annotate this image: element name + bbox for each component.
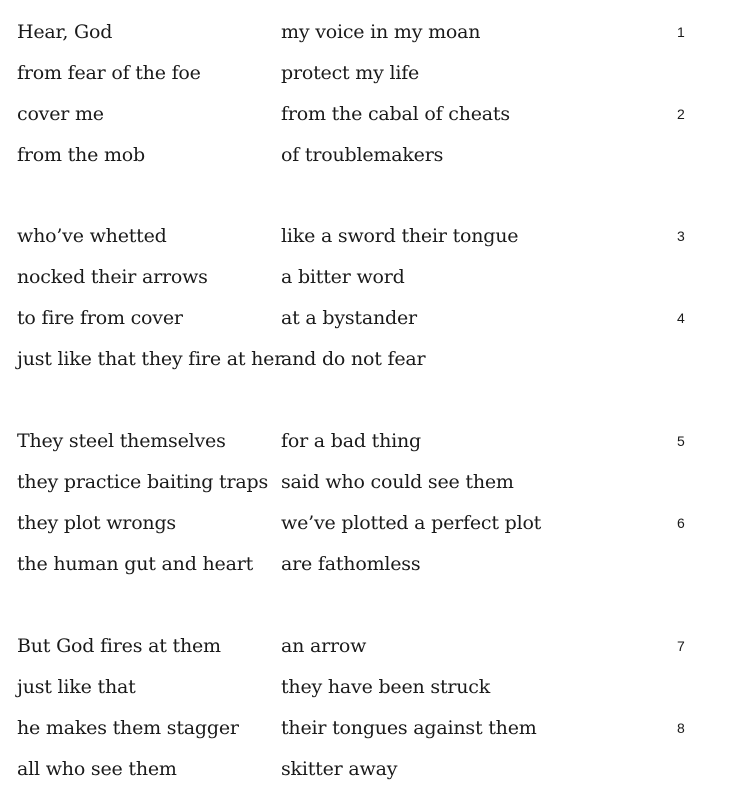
verse-number: 7: [677, 638, 685, 654]
line-first-half: They steel themselves: [17, 430, 226, 452]
line-second-half: at a bystander: [281, 307, 417, 329]
verse-number: 6: [677, 515, 685, 531]
line-first-half: all who see them: [17, 758, 177, 780]
line-first-half: from fear of the foe: [17, 62, 201, 84]
stanza-1: [0, 20, 729, 184]
poem-line: [0, 634, 729, 675]
poem-line: [0, 716, 729, 757]
verse-number: 1: [677, 24, 685, 40]
poem-line: [0, 429, 729, 470]
line-second-half: they have been struck: [281, 676, 491, 698]
line-second-half: from the cabal of cheats: [281, 103, 510, 125]
poem-line: [0, 102, 729, 143]
poem-line: [0, 675, 729, 716]
poem-line: [0, 552, 729, 593]
line-second-half: we’ve plotted a perfect plot: [281, 512, 542, 534]
line-first-half: to fire from cover: [17, 307, 183, 329]
line-first-half: from the mob: [17, 144, 145, 166]
line-first-half: the human gut and heart: [17, 553, 254, 575]
line-second-half: for a bad thing: [281, 430, 422, 452]
line-first-half: they plot wrongs: [17, 512, 176, 534]
line-first-half: just like that they fire at her: [17, 348, 284, 370]
line-second-half: like a sword their tongue: [281, 225, 519, 247]
line-second-half: are fathomless: [281, 553, 421, 575]
line-first-half: he makes them stagger: [17, 717, 239, 739]
poem-line: [0, 470, 729, 511]
verse-number: 5: [677, 433, 685, 449]
line-second-half: said who could see them: [281, 471, 514, 493]
line-first-half: But God fires at them: [17, 635, 221, 657]
verse-number: 4: [677, 310, 685, 326]
poem-line: [0, 347, 729, 388]
line-second-half: a bitter word: [281, 266, 405, 288]
poem-line: [0, 265, 729, 306]
poem-line: [0, 511, 729, 552]
line-first-half: who’ve whetted: [17, 225, 167, 247]
line-second-half: my voice in my moan: [281, 21, 481, 43]
line-first-half: Hear, God: [17, 21, 113, 43]
line-second-half: their tongues against them: [281, 717, 537, 739]
stanza-2: [0, 224, 729, 388]
stanza-4: [0, 634, 729, 798]
poem-line: [0, 757, 729, 798]
line-first-half: just like that: [17, 676, 136, 698]
poem-line: [0, 61, 729, 102]
poem-line: [0, 224, 729, 265]
poem-line: [0, 306, 729, 347]
line-first-half: cover me: [17, 103, 104, 125]
verse-number: 2: [677, 106, 685, 122]
stanza-3: [0, 429, 729, 593]
line-second-half: protect my life: [281, 62, 420, 84]
poem-line: [0, 20, 729, 61]
line-first-half: they practice baiting traps: [17, 471, 269, 493]
poem-line: [0, 143, 729, 184]
line-first-half: nocked their arrows: [17, 266, 208, 288]
verse-number: 8: [677, 720, 685, 736]
line-second-half: of troublemakers: [281, 144, 444, 166]
line-second-half: and do not fear: [281, 348, 426, 370]
line-second-half: skitter away: [281, 758, 398, 780]
verse-number: 3: [677, 228, 685, 244]
line-second-half: an arrow: [281, 635, 367, 657]
